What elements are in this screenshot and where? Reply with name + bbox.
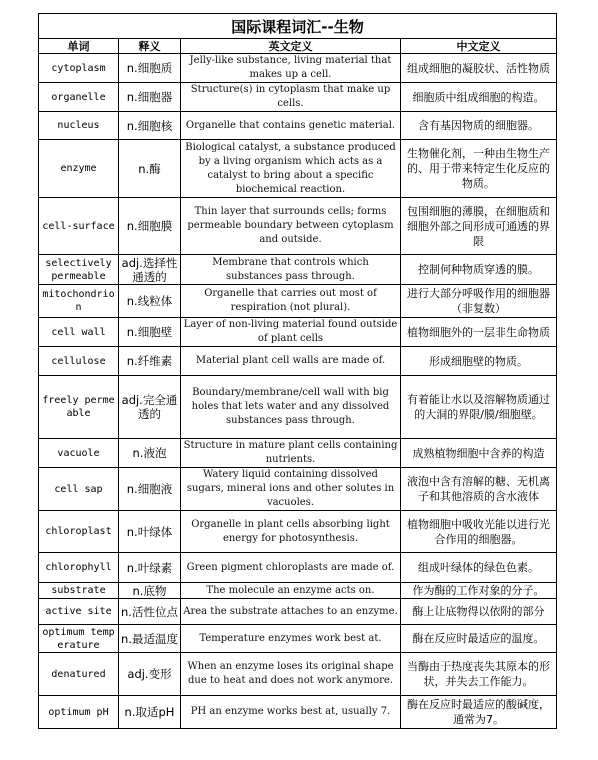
table-row xyxy=(39,439,557,468)
english-definition-cell: Material plant cell walls are made of. xyxy=(181,347,401,376)
english-definition-cell: Watery liquid containing dissolved sugars, mineral ions and other solutes in vacuoles. xyxy=(181,468,401,511)
chinese-definition-cell: 液泡中含有溶解的糖、无机离子和其他溶质的含水液体 xyxy=(401,468,557,511)
table-row xyxy=(39,696,557,729)
english-definition-cell: Temperature enzymes work best at. xyxy=(181,625,401,653)
meaning-cell: n.细胞壁 xyxy=(119,318,181,347)
meaning-cell: adj.变形 xyxy=(119,653,181,696)
header-english-definition: 英文定义 xyxy=(181,39,401,54)
word-cell: substrate xyxy=(39,583,119,599)
english-definition-cell: Structure(s) in cytoplasm that make up cells. xyxy=(181,83,401,112)
table-row xyxy=(39,255,557,285)
chinese-definition-cell: 含有基因物质的细胞器。 xyxy=(401,112,557,140)
word-cell: cell wall xyxy=(39,318,119,347)
meaning-cell: n.叶绿体 xyxy=(119,511,181,553)
word-cell: cell sap xyxy=(39,468,119,511)
chinese-definition-cell: 作为酶的工作对象的分子。 xyxy=(401,583,557,599)
english-definition-cell: Green pigment chloroplasts are made of. xyxy=(181,553,401,583)
word-cell: enzyme xyxy=(39,140,119,198)
english-definition-cell: Organelle in plant cells absorbing light energy for photosynthesis. xyxy=(181,511,401,553)
vocabulary-table xyxy=(38,13,557,729)
english-definition-cell: PH an enzyme works best at, usually 7. xyxy=(181,696,401,729)
table-row xyxy=(39,468,557,511)
table-row xyxy=(39,511,557,553)
english-definition-cell: Layer of non-living material found outside of plant cells xyxy=(181,318,401,347)
chinese-definition-cell: 形成细胞壁的物质。 xyxy=(401,347,557,376)
meaning-cell: n.取适pH xyxy=(119,696,181,729)
english-definition-cell: Structure in mature plant cells containing nutrients. xyxy=(181,439,401,468)
chinese-definition-cell: 植物细胞外的一层非生命物质 xyxy=(401,318,557,347)
vocabulary-sheet xyxy=(38,13,556,729)
word-cell: selectively permeable xyxy=(39,255,119,285)
table-row xyxy=(39,553,557,583)
english-definition-cell: Organelle that contains genetic material. xyxy=(181,112,401,140)
table-row xyxy=(39,653,557,696)
word-cell: chlorophyll xyxy=(39,553,119,583)
table-row xyxy=(39,625,557,653)
english-definition-cell: Thin layer that surrounds cells; forms permeable boundary between cytoplasm and outside. xyxy=(181,198,401,255)
header-meaning: 释义 xyxy=(119,39,181,54)
chinese-definition-cell: 组成叶绿体的绿色色素。 xyxy=(401,553,557,583)
chinese-definition-cell: 控制何种物质穿透的膜。 xyxy=(401,255,557,285)
chinese-definition-cell: 酶在反应时最适应的酸碱度，通常为7。 xyxy=(401,696,557,729)
meaning-cell: n.细胞核 xyxy=(119,112,181,140)
word-cell: cell-surface xyxy=(39,198,119,255)
meaning-cell: adj.选择性通透的 xyxy=(119,255,181,285)
chinese-definition-cell: 酶在反应时最适应的温度。 xyxy=(401,625,557,653)
english-definition-cell: When an enzyme loses its original shape due to heat and does not work anymore. xyxy=(181,653,401,696)
meaning-cell: n.细胞质 xyxy=(119,54,181,83)
word-cell: denatured xyxy=(39,653,119,696)
table-row xyxy=(39,347,557,376)
table-body xyxy=(39,54,557,729)
english-definition-cell: Biological catalyst, a substance produced by a living organism which acts as a catalyst to bring about a specific biochemical reaction. xyxy=(181,140,401,198)
meaning-cell: n.底物 xyxy=(119,583,181,599)
english-definition-cell: Area the substrate attaches to an enzyme. xyxy=(181,599,401,625)
english-definition-cell: The molecule an enzyme acts on. xyxy=(181,583,401,599)
meaning-cell: n.活性位点 xyxy=(119,599,181,625)
meaning-cell: n.叶绿素 xyxy=(119,553,181,583)
chinese-definition-cell: 当酶由于热度丧失其原本的形状，并失去工作能力。 xyxy=(401,653,557,696)
english-definition-cell: Boundary/membrane/cell wall with big holes that lets water and any dissolved substances pass through. xyxy=(181,376,401,439)
table-row xyxy=(39,376,557,439)
table-row xyxy=(39,583,557,599)
meaning-cell: n.酶 xyxy=(119,140,181,198)
table-row xyxy=(39,599,557,625)
english-definition-cell: Organelle that carries out most of respiration (not plural). xyxy=(181,285,401,318)
meaning-cell: n.最适温度 xyxy=(119,625,181,653)
table-row xyxy=(39,285,557,318)
table-row xyxy=(39,83,557,112)
chinese-definition-cell: 成熟植物细胞中含养的构造 xyxy=(401,439,557,468)
chinese-definition-cell: 酶上让底物得以依附的部分 xyxy=(401,599,557,625)
meaning-cell: n.线粒体 xyxy=(119,285,181,318)
table-row xyxy=(39,54,557,83)
word-cell: optimum pH xyxy=(39,696,119,729)
chinese-definition-cell: 组成细胞的凝胶状、活性物质 xyxy=(401,54,557,83)
word-cell: cytoplasm xyxy=(39,54,119,83)
word-cell: vacuole xyxy=(39,439,119,468)
chinese-definition-cell: 植物细胞中吸收光能以进行光合作用的细胞器。 xyxy=(401,511,557,553)
english-definition-cell: Membrane that controls which substances pass through. xyxy=(181,255,401,285)
chinese-definition-cell: 进行大部分呼吸作用的细胞器（非复数） xyxy=(401,285,557,318)
meaning-cell: n.纤维素 xyxy=(119,347,181,376)
meaning-cell: n.液泡 xyxy=(119,439,181,468)
header-row xyxy=(39,39,557,54)
chinese-definition-cell: 细胞质中组成细胞的构造。 xyxy=(401,83,557,112)
word-cell: organelle xyxy=(39,83,119,112)
header-word: 单词 xyxy=(39,39,119,54)
table-title: 国际课程词汇--生物 xyxy=(39,14,557,39)
word-cell: nucleus xyxy=(39,112,119,140)
word-cell: freely permeable xyxy=(39,376,119,439)
meaning-cell: adj.完全通透的 xyxy=(119,376,181,439)
word-cell: active site xyxy=(39,599,119,625)
table-row xyxy=(39,318,557,347)
english-definition-cell: Jelly-like substance, living material that makes up a cell. xyxy=(181,54,401,83)
word-cell: chloroplast xyxy=(39,511,119,553)
meaning-cell: n.细胞器 xyxy=(119,83,181,112)
table-row xyxy=(39,112,557,140)
chinese-definition-cell: 包围细胞的薄膜，在细胞质和细胞外部之间形成可通透的界限 xyxy=(401,198,557,255)
table-row xyxy=(39,198,557,255)
chinese-definition-cell: 生物催化剂，一种由生物生产的、用于带来特定生化反应的物质。 xyxy=(401,140,557,198)
word-cell: cellulose xyxy=(39,347,119,376)
meaning-cell: n.细胞膜 xyxy=(119,198,181,255)
meaning-cell: n.细胞液 xyxy=(119,468,181,511)
word-cell: optimum temperature xyxy=(39,625,119,653)
chinese-definition-cell: 有着能让水以及溶解物质通过的大洞的界限/膜/细胞壁。 xyxy=(401,376,557,439)
title-row xyxy=(39,14,557,39)
header-chinese-definition: 中文定义 xyxy=(401,39,557,54)
table-row xyxy=(39,140,557,198)
word-cell: mitochondrion xyxy=(39,285,119,318)
